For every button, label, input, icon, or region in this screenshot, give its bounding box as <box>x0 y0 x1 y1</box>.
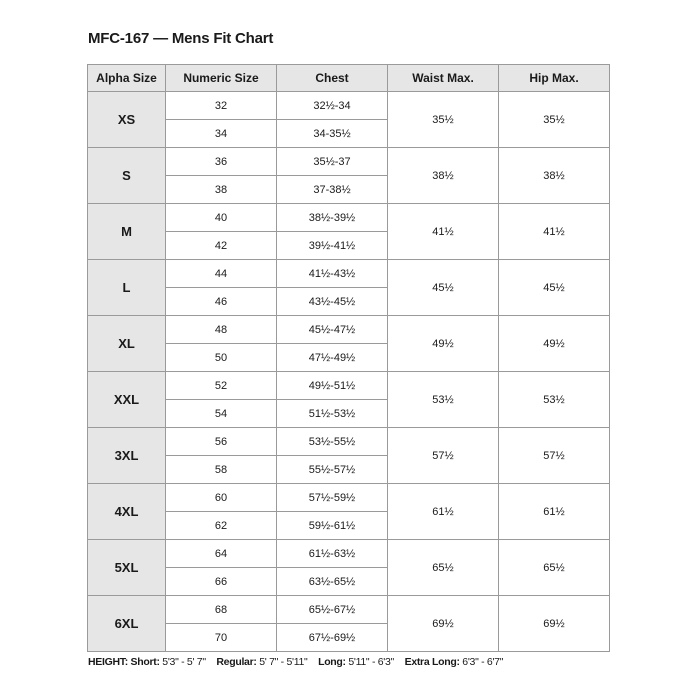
extra-long-value: 6'3" - 6'7" <box>462 656 504 668</box>
alpha-size-cell: S <box>88 148 166 204</box>
chest-cell: 63½-65½ <box>277 568 388 596</box>
header-hip-max: Hip Max. <box>499 65 610 92</box>
numeric-size-cell: 56 <box>166 428 277 456</box>
hip-max-cell: 57½ <box>499 428 610 484</box>
alpha-size-cell: 4XL <box>88 484 166 540</box>
header-numeric-size: Numeric Size <box>166 65 277 92</box>
header-chest: Chest <box>277 65 388 92</box>
chest-cell: 38½-39½ <box>277 204 388 232</box>
header-alpha-size: Alpha Size <box>88 65 166 92</box>
numeric-size-cell: 36 <box>166 148 277 176</box>
chest-cell: 43½-45½ <box>277 288 388 316</box>
hip-max-cell: 41½ <box>499 204 610 260</box>
chest-cell: 39½-41½ <box>277 232 388 260</box>
height-legend <box>88 656 503 668</box>
chest-cell: 34-35½ <box>277 120 388 148</box>
table-row <box>88 428 610 456</box>
waist-max-cell: 45½ <box>388 260 499 316</box>
hip-max-cell: 69½ <box>499 596 610 652</box>
chest-cell: 45½-47½ <box>277 316 388 344</box>
numeric-size-cell: 64 <box>166 540 277 568</box>
hip-max-cell: 35½ <box>499 92 610 148</box>
numeric-size-cell: 60 <box>166 484 277 512</box>
numeric-size-cell: 70 <box>166 624 277 652</box>
chest-cell: 53½-55½ <box>277 428 388 456</box>
numeric-size-cell: 68 <box>166 596 277 624</box>
chest-cell: 32½-34 <box>277 92 388 120</box>
chart-title: MFC-167 — Mens Fit Chart <box>88 30 274 47</box>
chest-cell: 61½-63½ <box>277 540 388 568</box>
numeric-size-cell: 62 <box>166 512 277 540</box>
numeric-size-cell: 38 <box>166 176 277 204</box>
chest-cell: 47½-49½ <box>277 344 388 372</box>
table-row <box>88 148 610 176</box>
alpha-size-cell: 5XL <box>88 540 166 596</box>
hip-max-cell: 65½ <box>499 540 610 596</box>
alpha-size-cell: XXL <box>88 372 166 428</box>
header-row <box>88 65 610 92</box>
table-row <box>88 260 610 288</box>
fit-chart-table <box>87 64 610 652</box>
regular-value: 5' 7" - 5'11" <box>259 656 308 668</box>
waist-max-cell: 57½ <box>388 428 499 484</box>
short-label: Short: <box>130 656 160 668</box>
alpha-size-cell: 3XL <box>88 428 166 484</box>
waist-max-cell: 61½ <box>388 484 499 540</box>
waist-max-cell: 38½ <box>388 148 499 204</box>
chest-cell: 35½-37 <box>277 148 388 176</box>
regular-label: Regular: <box>216 656 257 668</box>
extra-long-label: Extra Long: <box>404 656 460 668</box>
numeric-size-cell: 54 <box>166 400 277 428</box>
waist-max-cell: 35½ <box>388 92 499 148</box>
numeric-size-cell: 44 <box>166 260 277 288</box>
waist-max-cell: 69½ <box>388 596 499 652</box>
chest-cell: 65½-67½ <box>277 596 388 624</box>
numeric-size-cell: 52 <box>166 372 277 400</box>
alpha-size-cell: L <box>88 260 166 316</box>
table-row <box>88 316 610 344</box>
alpha-size-cell: XS <box>88 92 166 148</box>
hip-max-cell: 38½ <box>499 148 610 204</box>
chest-cell: 37-38½ <box>277 176 388 204</box>
long-label: Long: <box>318 656 346 668</box>
header-waist-max: Waist Max. <box>388 65 499 92</box>
chest-cell: 59½-61½ <box>277 512 388 540</box>
waist-max-cell: 53½ <box>388 372 499 428</box>
chest-cell: 41½-43½ <box>277 260 388 288</box>
table-row <box>88 204 610 232</box>
hip-max-cell: 45½ <box>499 260 610 316</box>
numeric-size-cell: 32 <box>166 92 277 120</box>
hip-max-cell: 49½ <box>499 316 610 372</box>
alpha-size-cell: 6XL <box>88 596 166 652</box>
short-value: 5'3" - 5' 7" <box>162 656 206 668</box>
chest-cell: 51½-53½ <box>277 400 388 428</box>
hip-max-cell: 61½ <box>499 484 610 540</box>
waist-max-cell: 41½ <box>388 204 499 260</box>
alpha-size-cell: M <box>88 204 166 260</box>
numeric-size-cell: 34 <box>166 120 277 148</box>
chest-cell: 49½-51½ <box>277 372 388 400</box>
waist-max-cell: 65½ <box>388 540 499 596</box>
fit-chart-body <box>88 92 610 652</box>
hip-max-cell: 53½ <box>499 372 610 428</box>
height-label: HEIGHT: <box>88 656 128 668</box>
numeric-size-cell: 66 <box>166 568 277 596</box>
chest-cell: 67½-69½ <box>277 624 388 652</box>
table-row <box>88 372 610 400</box>
numeric-size-cell: 48 <box>166 316 277 344</box>
numeric-size-cell: 58 <box>166 456 277 484</box>
numeric-size-cell: 42 <box>166 232 277 260</box>
chest-cell: 57½-59½ <box>277 484 388 512</box>
table-row <box>88 92 610 120</box>
chest-cell: 55½-57½ <box>277 456 388 484</box>
table-row <box>88 484 610 512</box>
alpha-size-cell: XL <box>88 316 166 372</box>
table-row <box>88 540 610 568</box>
numeric-size-cell: 40 <box>166 204 277 232</box>
long-value: 5'11" - 6'3" <box>348 656 394 668</box>
waist-max-cell: 49½ <box>388 316 499 372</box>
numeric-size-cell: 46 <box>166 288 277 316</box>
table-row <box>88 596 610 624</box>
numeric-size-cell: 50 <box>166 344 277 372</box>
